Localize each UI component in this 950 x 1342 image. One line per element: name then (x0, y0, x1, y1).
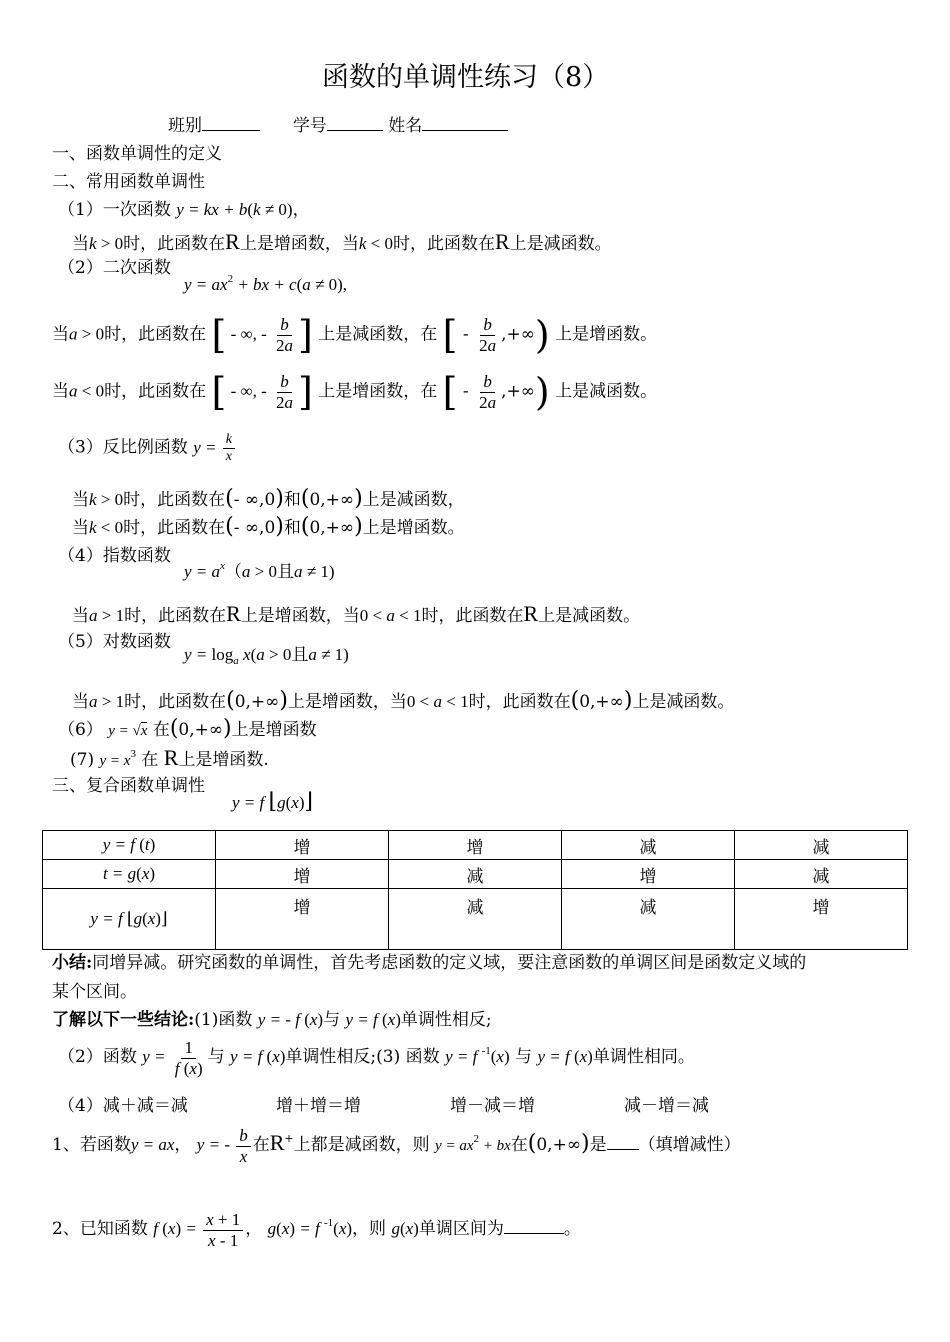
q2-answer-blank[interactable] (504, 1217, 564, 1234)
exp-l1-d: 时，此函数在 (421, 606, 524, 626)
linear-label: （1）一次函数 (58, 200, 171, 220)
c5: 增＋增＝增 (276, 1096, 361, 1116)
c6: 增－减＝增 (450, 1096, 535, 1116)
quad-line-2: 当a < 0时，此函数在 [ - ∞, - $\frac{b}{2a}$ ] 上是增函数，在 [ - $\frac{b}{2a}$ ,+∞) 上是减函数。 (52, 370, 658, 415)
c3-a: (3) 函数 (376, 1046, 440, 1067)
q2-a: 2、已知函数 (52, 1218, 148, 1239)
row-label-outer: y = f (t) (43, 831, 216, 860)
exp-l1-b: 时，此函数在 (124, 606, 227, 626)
exp-cond: 且 (277, 562, 295, 581)
table-row (43, 860, 908, 889)
cube-line: (7) $y = x^3$ 在 R上是增函数. (70, 745, 269, 770)
table-cell: 增 (562, 860, 735, 889)
table-cell: 减 (562, 831, 735, 860)
inverse-l1-b: 时，此函数在 (123, 490, 226, 510)
row-label-inner: t = g(x) (43, 860, 216, 889)
c1-c: 单调性相反; (400, 1010, 492, 1030)
conclusions-line-3 (58, 1096, 709, 1116)
exp-l1-c: 上是增函数，当 (240, 606, 360, 626)
exp-l1-e: 上是减函数。 (538, 606, 641, 626)
quad-l2-d: 上是减函数。 (555, 381, 658, 402)
quad-label: （2）二次函数 (58, 258, 171, 278)
quad-l1-d: 上是增函数。 (555, 324, 658, 345)
log-l1-d: 时，此函数在 (468, 692, 571, 712)
log-desc: 当a > 1时，此函数在(0,+∞)上是增函数，当0 < a < 1时，此函数在(0,+∞)上是减函数。 (72, 688, 735, 713)
log-formula: $y = \log_a x(a > 0$且a ≠ 1) (184, 645, 349, 667)
log-cond: 且 (291, 645, 309, 664)
exp-l1-a: 当 (72, 606, 89, 626)
table-cell: 增 (735, 889, 908, 950)
linear-desc-d: 时，此函数在 (392, 234, 495, 254)
q1-a: 1、若函数 (52, 1134, 131, 1155)
inverse-l1-d: 上是减函数， (362, 490, 465, 510)
log-l1-e: 上是减函数。 (632, 692, 735, 712)
inverse-line-2: 当k < 0时，此函数在(- ∞,0)和(0,+∞)上是增函数。 (72, 514, 465, 539)
linear-function-line: （1）一次函数 y = kx + b(k ≠ 0)， (58, 200, 310, 220)
conclusions-bold: 了解以下一些结论: (52, 1010, 195, 1030)
log-l1-b: 时，此函数在 (124, 692, 227, 712)
c2-b: 与 (207, 1046, 225, 1067)
linear-desc-a: 当 (72, 234, 89, 254)
student-id-blank[interactable] (327, 114, 383, 131)
q2-c: 单调区间为 (418, 1218, 504, 1239)
inverse-l1-a: 当 (72, 490, 89, 510)
inverse-line-1: 当k > 0时，此函数在(- ∞,0)和(0,+∞)上是减函数， (72, 486, 465, 511)
section-3-heading: 三、复合函数单调性 (52, 776, 205, 796)
log-label: （5）对数函数 (58, 632, 171, 652)
composite-formula: y = f ⌊g(x)⌋ (232, 788, 314, 813)
q1-c: 上都是减函数，则 (293, 1134, 430, 1155)
q1-f: （填增减性） (638, 1134, 741, 1155)
table-cell: 增 (216, 889, 389, 950)
exp-formula: $y = a^x(a > 0$且a ≠ 1) (184, 560, 335, 581)
log-l1-a: 当 (72, 692, 89, 712)
sqrt-formula: y = √x (108, 723, 148, 739)
linear-desc-c: 上是增函数，当 (239, 234, 359, 254)
name-label: 姓名 (388, 116, 423, 136)
quad-formula: $y = ax^2$ + bx + c(a ≠ 0), (184, 273, 348, 294)
log-l1-c: 上是增函数，当 (287, 692, 407, 712)
question-2: 2、已知函数 f (x) = $\frac{x + 1}{x - 1}$ ， g(x) = f $^{-1}$(x)，则 g(x)单调区间为 。 (52, 1210, 581, 1250)
cube-mid: 在 (141, 750, 159, 770)
header-fields (168, 114, 508, 136)
table-cell: 增 (389, 831, 562, 860)
conclusions-line-2: （2）函数 y = $\frac{1}{f (x)}$ 与 y = f (x)单调性相反;(3) 函数 y = f $^{-1}$(x) 与 y = f (x)单调性相同。 (58, 1038, 695, 1078)
inverse-line (58, 432, 237, 465)
summary-line-1 (52, 953, 806, 973)
section-2-heading: 二、常用函数单调性 (52, 172, 205, 192)
class-label: 班别 (168, 116, 202, 136)
c3-c: 单调性相同。 (592, 1046, 695, 1067)
sqrt-label: （6） (58, 720, 103, 740)
inverse-label: （3）反比例函数 (58, 437, 188, 458)
summary-bold: 小结: (52, 953, 93, 973)
quad-l2-c: 上是增函数，在 (318, 381, 438, 402)
table-cell: 减 (389, 860, 562, 889)
row-label-composite: y = f ⌊g(x)⌋ (43, 889, 216, 950)
table-cell: 减 (562, 889, 735, 950)
quad-l2-a: 当 (52, 381, 69, 402)
c7: 减－增＝减 (624, 1096, 709, 1116)
cube-formula: $y = x^3$ (99, 748, 136, 769)
linear-desc-e: 上是减函数。 (509, 234, 612, 254)
summary-line-2: 某个区间。 (52, 982, 137, 1002)
sqrt-line: （6） y = √x 在(0,+∞)上是增函数 (58, 716, 317, 741)
question-1: 1、若函数y = ax， y = - $\frac{b}{x}$ 在R+上都是减函数，则 $y = ax^2$ + bx在(0,+∞)是 （填增减性） (52, 1126, 741, 1166)
student-id-label: 学号 (292, 116, 327, 136)
linear-formula: y = kx + b(k ≠ 0) (176, 200, 293, 219)
conclusions-line-1: 了解以下一些结论:(1)函数 y = - f (x)与 y = f (x)单调性相反; (52, 1010, 492, 1030)
inverse-l2-d: 上是增函数。 (362, 518, 465, 538)
composite-table (42, 830, 908, 950)
section-1-heading: 一、函数单调性的定义 (52, 144, 222, 164)
linear-desc-b: 时，此函数在 (123, 234, 226, 254)
quad-line-1: 当a > 0时，此函数在 [ - ∞, - $\frac{b}{2a}$ ] 上是减函数，在 [ - $\frac{b}{2a}$ ,+∞) 上是增函数。 (52, 313, 658, 358)
quad-l2-b: 时，此函数在 (104, 381, 207, 402)
c3-b: 与 (515, 1046, 533, 1067)
inverse-l2-a: 当 (72, 518, 89, 538)
cube-end: 上是增函数. (178, 750, 269, 770)
exp-desc: 当a > 1时，此函数在R上是增函数，当0 < a < 1时，此函数在R上是减函数。 (72, 601, 641, 626)
c2-c: 单调性相反; (285, 1046, 377, 1067)
q1-d: 在 (510, 1134, 528, 1155)
c4: （4）减＋减＝减 (58, 1096, 188, 1116)
class-blank[interactable] (202, 114, 260, 131)
table-cell: 增 (216, 860, 389, 889)
name-blank[interactable] (422, 114, 508, 131)
inverse-formula: y = $\frac{k}{x}$ (193, 438, 237, 457)
quad-l1-b: 时，此函数在 (104, 324, 207, 345)
c1-a: (1)函数 (194, 1010, 253, 1030)
q1-b: 在 (252, 1134, 270, 1155)
sqrt-mid: 在 (152, 720, 170, 740)
sqrt-end: 上是增函数 (231, 720, 317, 740)
table-row (43, 889, 908, 950)
inverse-l2-b: 时，此函数在 (123, 518, 226, 538)
exp-label: （4）指数函数 (58, 546, 171, 566)
c1-b: 与 (323, 1010, 341, 1030)
table-cell: 减 (735, 860, 908, 889)
q1-answer-blank[interactable] (607, 1133, 639, 1150)
summary-text: 同增异减。研究函数的单调性，首先考虑函数的定义域，要注意函数的单调区间是函数定义域的 (92, 953, 807, 973)
quad-l1-c: 上是减函数，在 (318, 324, 438, 345)
inverse-l2-c: 和 (283, 518, 301, 538)
q1-e: 是 (589, 1134, 607, 1155)
inverse-l1-c: 和 (283, 490, 301, 510)
table-cell: 减 (389, 889, 562, 950)
quad-l1-a: 当 (52, 324, 69, 345)
q2-d: 。 (563, 1218, 581, 1239)
table-cell: 减 (735, 831, 908, 860)
linear-desc: 当k > 0时，此函数在R上是增函数，当k < 0时，此函数在R上是减函数。 (72, 229, 612, 254)
page-title: 函数的单调性练习（8） (322, 62, 610, 93)
table-cell: 增 (216, 831, 389, 860)
cube-label: (7) (70, 750, 95, 770)
q2-b: ，则 (352, 1218, 387, 1239)
c2-a: （2）函数 (58, 1046, 137, 1067)
table-row (43, 831, 908, 860)
